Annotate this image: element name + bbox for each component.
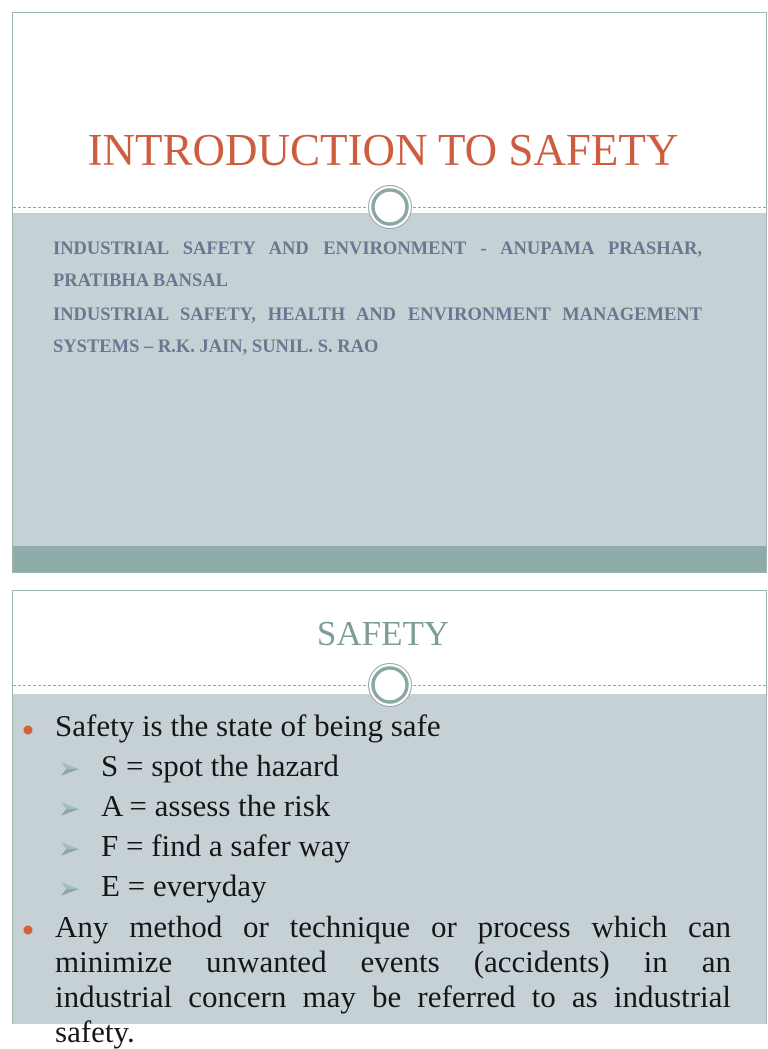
arrowhead-bullet-icon: [61, 762, 79, 776]
circle-divider-icon: [367, 662, 413, 708]
arrowhead-bullet-icon: [61, 882, 79, 896]
sub-bullet-item: [13, 866, 766, 906]
slide-title: INTRODUCTION TO SAFETY: [87, 125, 679, 175]
bullet-text-line: Any method or technique or process which can: [55, 909, 731, 944]
bullet-text-line: safety.: [55, 1014, 135, 1049]
footer-band: [13, 546, 766, 572]
reference-line: INDUSTRIAL SAFETY AND ENVIRONMENT - ANUPAMA PRASHAR,: [53, 239, 702, 259]
reference-entry: [53, 299, 702, 363]
arrowhead-bullet-icon: [61, 802, 79, 816]
reference-line: INDUSTRIAL SAFETY, HEALTH AND ENVIRONMENT MANAGEMENT: [53, 305, 702, 325]
sub-bullet-text: A = assess the risk: [101, 788, 331, 823]
sub-bullet-item: [13, 826, 766, 866]
slide-body: [13, 213, 766, 546]
slide-body: [13, 694, 766, 1049]
bullet-text-line: industrial concern may be referred to as industrial: [55, 979, 731, 1014]
slide-header: [13, 13, 766, 213]
dot-bullet-icon: [23, 725, 33, 735]
sub-bullet-text: E = everyday: [101, 868, 267, 903]
bullet-text-line: Safety is the state of being safe: [55, 708, 441, 743]
circle-divider-icon: [367, 184, 413, 230]
slide-1: [12, 12, 767, 573]
reference-entry: [53, 233, 702, 297]
arrowhead-bullet-icon: [61, 842, 79, 856]
sub-bullet-text: S = spot the hazard: [101, 748, 339, 783]
sub-bullet-text: F = find a safer way: [101, 828, 351, 863]
sub-bullet-item: [13, 746, 766, 786]
dot-bullet-icon: [23, 925, 33, 935]
slide-2: [12, 590, 767, 1049]
reference-line: PRATIBHA BANSAL: [53, 271, 228, 291]
bullet-text-line: minimize unwanted events (accidents) in an: [55, 944, 731, 979]
reference-line: SYSTEMS – R.K. JAIN, SUNIL. S. RAO: [53, 337, 379, 357]
slide-title: SAFETY: [316, 614, 450, 653]
sub-bullet-item: [13, 786, 766, 826]
